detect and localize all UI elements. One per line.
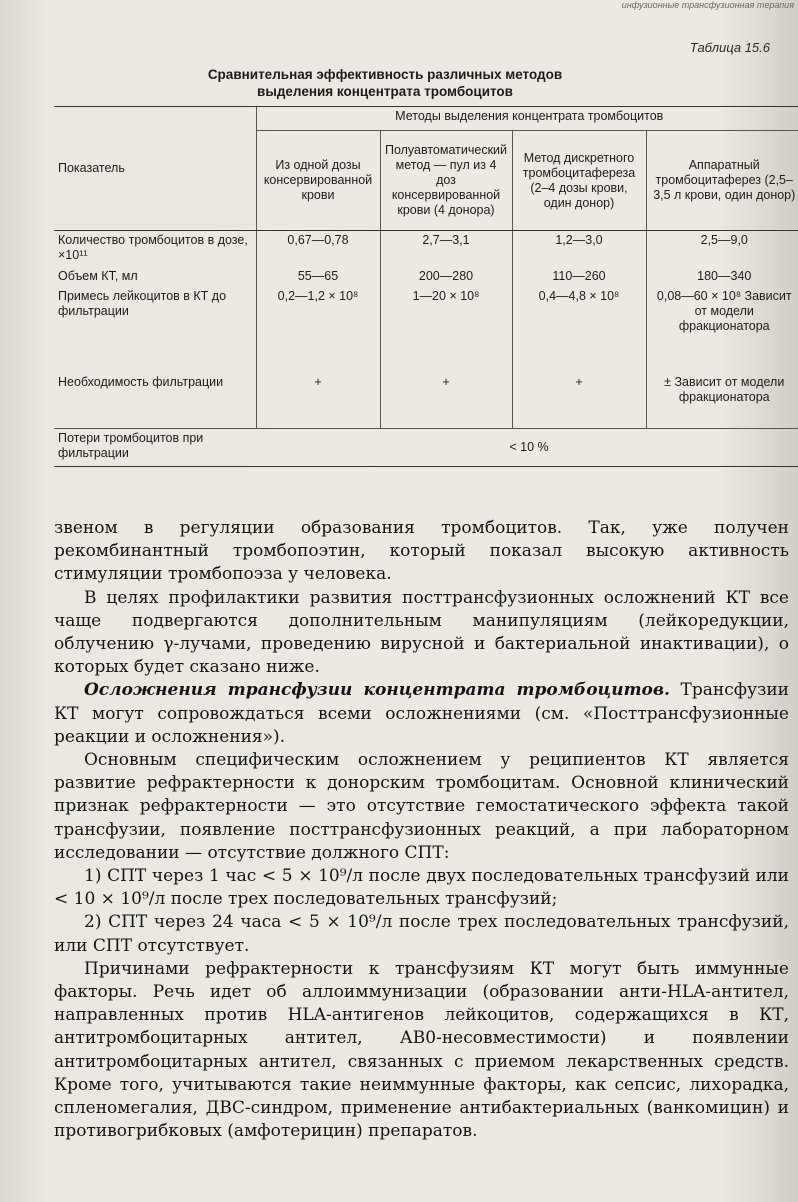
indicator-cell: Количество тромбоцитов в дозе, ×10¹¹ bbox=[58, 233, 248, 262]
method-header: Метод дискретного тромбоцитафереза (2–4 дозы крови, один донор) bbox=[512, 131, 646, 231]
paragraph: В целях профилактики развития посттрансфузионных осложнений КТ все чаще подвергаются дополнительным манипуляциям (лейкоредукции, облучению γ-лучами, проведению вирусной и бактериальной инактивации), о которых будет сказано ниже. bbox=[54, 587, 789, 678]
indicator-cell: Примесь лейкоцитов в КТ до фильтрации bbox=[58, 288, 227, 318]
running-head: инфузионные трансфузионная терапия bbox=[621, 0, 794, 10]
table-title-line-2: выделения концентрата тромбоцитов bbox=[257, 84, 513, 99]
value-cell: 200—280 bbox=[380, 267, 512, 287]
value-cell: 2,7—3,1 bbox=[380, 231, 512, 267]
method-header: Аппаратный тромбоцитаферез (2,5–3,5 л крови, один донор) bbox=[646, 131, 798, 231]
table-title bbox=[150, 66, 620, 100]
paragraph: Причинами рефрактерности к трансфузиям КТ могут быть иммунные факторы. Речь идет об аллоиммунизации (образовании анти-HLA-антител, направленных против HLA-антигенов лейкоцитов, содержащихся в КТ, антитромбоцитарных антител, АВ0-несовместимости) и появлении антитромбоцитарных антител, связанных с приемом лекарственных средств. Кроме того, учитываются такие неиммунные факторы, как сепсис, лихорадка, спленомегалия, ДВС-синдром, применение антибактериальных (ванкомицин) и противогрибковых (амфотерицин) препаратов. bbox=[54, 958, 789, 1142]
comparison-table bbox=[54, 106, 798, 467]
table-label: Таблица 15.6 bbox=[689, 40, 770, 55]
methods-group-header: Методы выделения концентрата тромбоцитов bbox=[256, 107, 798, 131]
table-row bbox=[54, 429, 798, 467]
table-row bbox=[54, 231, 798, 267]
value-cell: 110—260 bbox=[512, 267, 646, 287]
value-cell: 0,67—0,78 bbox=[256, 231, 380, 267]
value-cell: + bbox=[380, 363, 512, 429]
value-cell: + bbox=[256, 363, 380, 429]
table-title-line-1: Сравнительная эффективность различных методов bbox=[207, 67, 563, 82]
comparison-table-wrapper bbox=[54, 106, 798, 490]
paragraph: 2) СПТ через 24 часа < 5 × 10⁹/л после трех последовательных трансфузий, или СПТ отсутствует. bbox=[54, 912, 789, 956]
table-row bbox=[54, 267, 798, 287]
value-cell: 2,5—9,0 bbox=[646, 231, 798, 267]
paragraph-text: Трансфузии КТ могут сопровождаться всеми осложнениями (см. «Посттрансфузионные реакции и осложнения»). bbox=[54, 680, 789, 747]
indicator-cell: Потери тромбоцитов при фильтрации bbox=[54, 429, 256, 467]
section-heading: Осложнения трансфузии концентрата тромбоцитов. bbox=[84, 680, 670, 701]
table-row bbox=[54, 363, 798, 429]
value-cell: 0,4—4,8 × 10⁸ bbox=[512, 287, 646, 363]
method-header: Полуавтоматический метод — пул из 4 доз консервированной крови (4 донора) bbox=[380, 131, 512, 231]
value-cell: < 10 % bbox=[256, 429, 798, 467]
table-row bbox=[54, 287, 798, 363]
indicator-cell: Необходимость фильтрации bbox=[58, 374, 224, 389]
indicator-column-header: Показатель bbox=[54, 107, 256, 231]
value-cell: 55—65 bbox=[256, 267, 380, 287]
paragraph: 1) СПТ через 1 час < 5 × 10⁹/л после двух последовательных трансфузий или < 10 × 10⁹/л после трех последовательных трансфузий; bbox=[54, 866, 789, 910]
body-text bbox=[54, 517, 789, 1143]
value-cell: 1,2—3,0 bbox=[512, 231, 646, 267]
paragraph: Основным специфическим осложнением у реципиентов КТ является развитие рефрактерности к донорским тромбоцитам. Основной клинический признак рефрактерности — это отсутствие гемостатического эффекта такой трансфузии, появление посттрансфузионных реакций, а при лабораторном исследовании — отсутствие должного СПТ: bbox=[54, 750, 789, 863]
value-cell: + bbox=[512, 363, 646, 429]
method-header: Из одной дозы консервированной крови bbox=[256, 131, 380, 231]
paragraph: звеном в регуляции образования тромбоцитов. Так, уже получен рекомбинантный тромбопоэтин, который показал высокую активность стимуляции тромбопоэза у человека. bbox=[54, 518, 789, 585]
paragraph bbox=[54, 679, 789, 749]
value-cell: 1—20 × 10⁸ bbox=[380, 287, 512, 363]
value-cell: ± Зависит от модели фракционатора bbox=[646, 363, 798, 429]
value-cell: 0,08—60 × 10⁸ Зависит от модели фракционатора bbox=[646, 287, 798, 363]
indicator-cell: Объем КТ, мл bbox=[58, 268, 138, 283]
value-cell: 0,2—1,2 × 10⁸ bbox=[256, 287, 380, 363]
value-cell: 180—340 bbox=[646, 267, 798, 287]
